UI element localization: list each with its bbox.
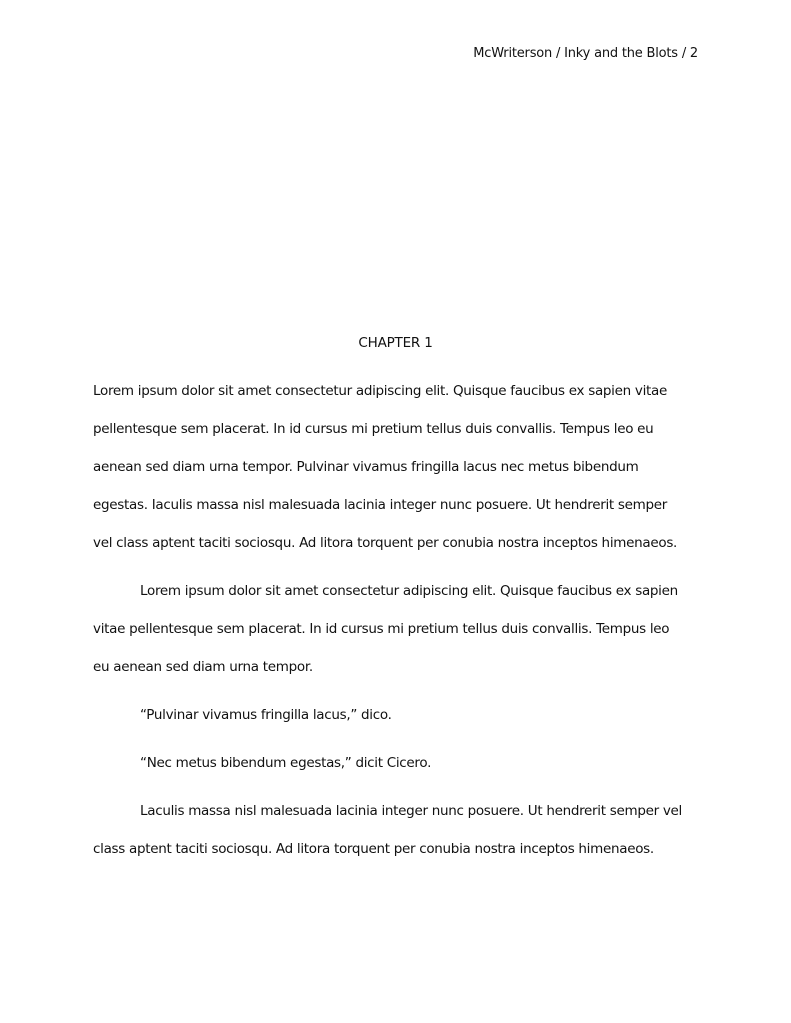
chapter-title: CHAPTER 1	[358, 335, 433, 351]
running-header: McWriterson / Inky and the Blots / 2	[473, 46, 698, 61]
manuscript-body	[93, 381, 698, 861]
text-line: eu aenean sed diam urna tempor.	[93, 659, 313, 675]
text-line: “Pulvinar vivamus fringilla lacus,” dico.	[140, 707, 392, 723]
text-line: vitae pellentesque sem placerat. In id cursus mi pretium tellus duis convallis. Tempus leo	[93, 621, 670, 637]
text-line: “Nec metus bibendum egestas,” dicit Cicero.	[140, 755, 432, 771]
text-line: aenean sed diam urna tempor. Pulvinar vivamus fringilla lacus nec metus bibendum	[93, 459, 639, 475]
text-line: Lorem ipsum dolor sit amet consectetur adipiscing elit. Quisque faucibus ex sapien	[140, 583, 678, 599]
text-line: pellentesque sem placerat. In id cursus mi pretium tellus duis convallis. Tempus leo eu	[93, 421, 654, 437]
text-line: class aptent taciti sociosqu. Ad litora torquent per conubia nostra inceptos himenaeos.	[93, 841, 654, 857]
text-line: vel class aptent taciti sociosqu. Ad litora torquent per conubia nostra inceptos himenaeos.	[93, 535, 678, 551]
text-line: Lorem ipsum dolor sit amet consectetur adipiscing elit. Quisque faucibus ex sapien vitae	[93, 383, 668, 399]
text-line: Laculis massa nisl malesuada lacinia integer nunc posuere. Ut hendrerit semper vel	[140, 803, 682, 819]
text-line: egestas. Iaculis massa nisl malesuada lacinia integer nunc posuere. Ut hendrerit semper	[93, 497, 668, 513]
